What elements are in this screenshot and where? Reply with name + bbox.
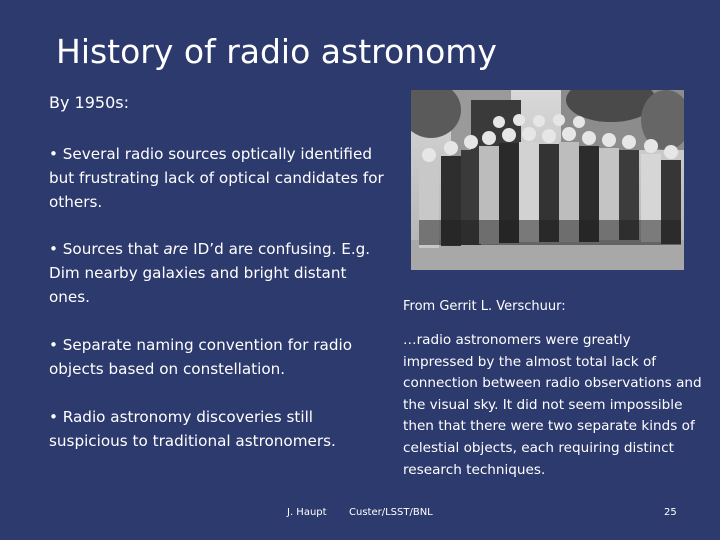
bullet-emphasis: are [163, 240, 189, 258]
bullet-item [49, 142, 389, 214]
slide-subtitle: By 1950s: [49, 93, 129, 112]
bullet-text: ID’d are confusing. E.g. Dim nearby galaxies and bright distant ones. [49, 240, 371, 306]
bullet-item [49, 333, 389, 381]
bullet-item [49, 405, 389, 453]
footer-page-number: 25 [664, 507, 677, 518]
footer-author: J. Haupt [287, 507, 327, 518]
bullet-text: • Separate naming convention for radio objects based on constellation. [49, 336, 352, 378]
photo-caption: From Gerrit L. Verschuur: [403, 299, 566, 314]
bullet-text: • Sources that [49, 240, 164, 258]
footer-venue: Custer/LSST/BNL [349, 507, 433, 518]
bullet-text: • Several radio sources optically identified but frustrating lack of optical candidates for others. [49, 145, 384, 211]
verschuur-quote: …radio astronomers were greatly impressed by the almost total lack of connection between radio observations and the visual sky. It did not seem impossible then that there were two separate kinds of celestial objects, each requiring distinct research techniques. [403, 332, 702, 478]
group-photo [411, 90, 684, 270]
bullet-item [49, 237, 389, 309]
bullet-text: • Radio astronomy discoveries still suspicious to traditional astronomers. [49, 408, 336, 450]
slide-title: History of radio astronomy [56, 32, 497, 71]
